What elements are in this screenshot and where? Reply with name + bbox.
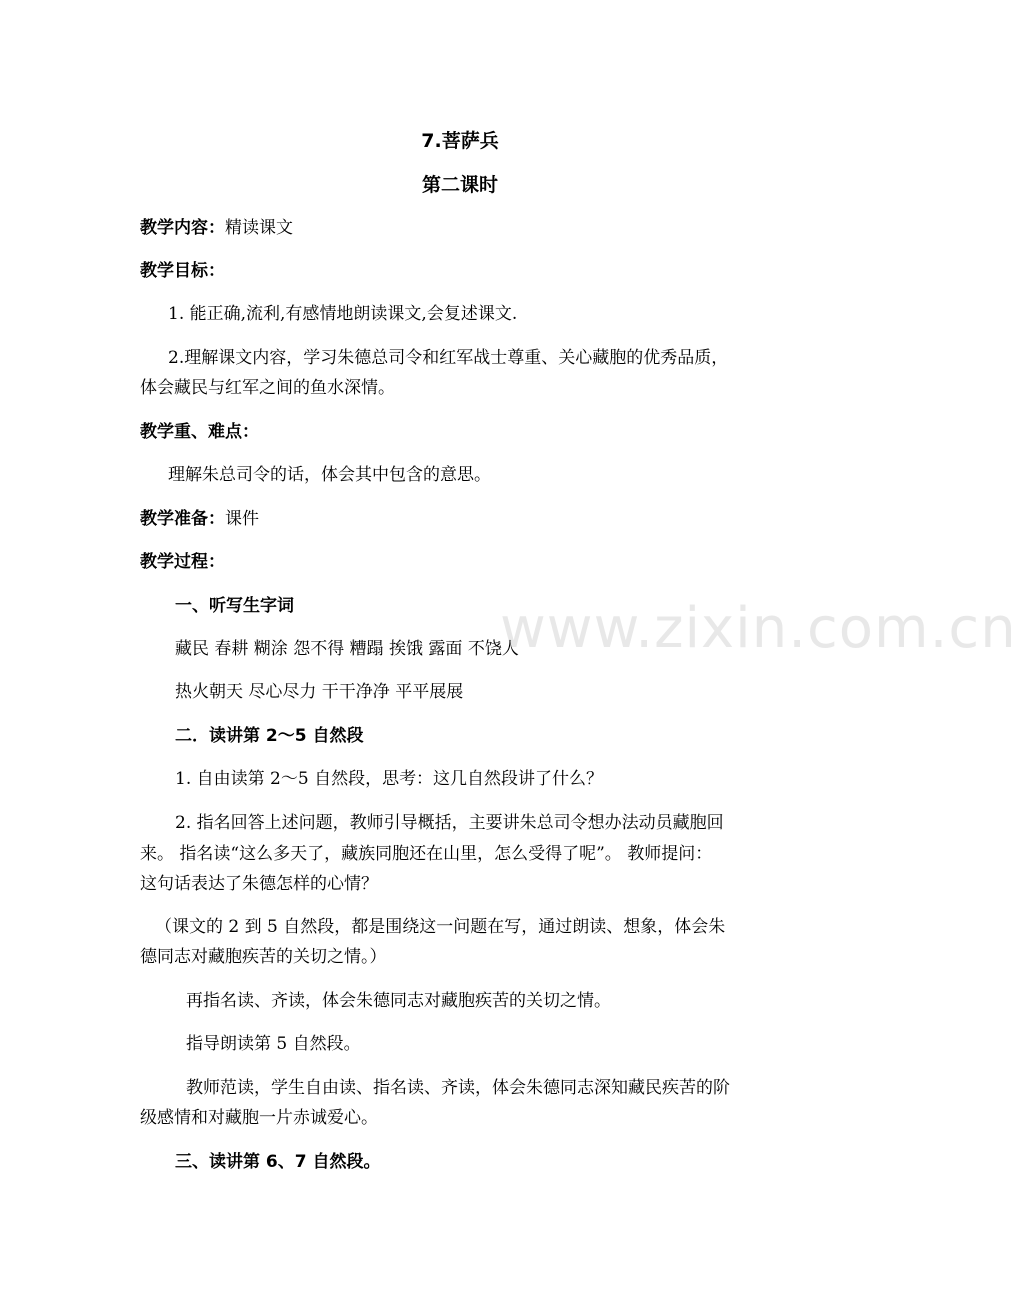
section-2-reread: 再指名读、齐读，体会朱德同志对藏胞疾苦的关切之情。 — [186, 991, 611, 1011]
process-label: 教学过程： — [140, 552, 225, 572]
goal-item-2-line1: 2.理解课文内容，学习朱德总司令和红军战士尊重、关心藏胞的优秀品质， — [168, 348, 729, 368]
page-subtitle: 第二课时 — [421, 174, 498, 196]
section-2-item-2-line3: 这句话表达了朱德怎样的心情？ — [140, 874, 378, 894]
section-2-guide: 指导朗读第 5 自然段。 — [186, 1034, 361, 1054]
section-1-words-line2: 热火朝天 尽心尽力 干干净净 平平展展 — [175, 682, 464, 702]
watermark-text: www.zixin.com.cn — [500, 596, 1017, 661]
section-2-item-1: 1. 自由读第 2～5 自然段，思考：这几自然段讲了什么？ — [175, 769, 604, 789]
teaching-content-row — [140, 214, 800, 242]
section-1-heading: 一、听写生字词 — [175, 596, 294, 616]
section-2-heading: 二．读讲第 2～5 自然段 — [175, 726, 364, 746]
key-points-label: 教学重、难点： — [140, 422, 259, 442]
preparation-value: 课件 — [225, 509, 259, 529]
key-points-value: 理解朱总司令的话，体会其中包含的意思。 — [168, 465, 491, 485]
section-1-words-line1: 藏民 春耕 糊涂 怨不得 糟蹋 挨饿 露面 不饶人 — [175, 639, 519, 659]
section-2-note-line1: （课文的 2 到 5 自然段，都是围绕这一问题在写，通过朗读、想象，体会朱 — [155, 917, 726, 937]
section-2-item-2-line2: 来。 指名读“这么多天了，藏族同胞还在山里，怎么受得了呢”。 教师提问： — [140, 844, 713, 864]
teaching-goals-label: 教学目标： — [140, 261, 225, 281]
section-2-note-line2: 德同志对藏胞疾苦的关切之情。） — [140, 947, 387, 967]
preparation-label: 教学准备： — [140, 509, 225, 529]
page-title: 7.菩萨兵 — [421, 130, 499, 152]
teaching-content-label: 教学内容： — [140, 218, 225, 238]
section-2-item-2-line1: 2. 指名回答上述问题，教师引导概括，主要讲朱总司令想办法动员藏胞回 — [175, 813, 724, 833]
goal-item-1: 1. 能正确,流利,有感情地朗读课文,会复述课文. — [168, 304, 518, 324]
preparation-row — [140, 505, 800, 533]
section-2-model-line2: 级感情和对藏胞一片赤诚爱心。 — [140, 1108, 378, 1128]
section-2-model-line1: 教师范读，学生自由读、指名读、齐读，体会朱德同志深知藏民疾苦的阶 — [186, 1078, 730, 1098]
goal-item-2-line2: 体会藏民与红军之间的鱼水深情。 — [140, 378, 395, 398]
section-3-heading: 三、读讲第 6、7 自然段。 — [175, 1152, 381, 1172]
teaching-content-value: 精读课文 — [225, 218, 293, 238]
